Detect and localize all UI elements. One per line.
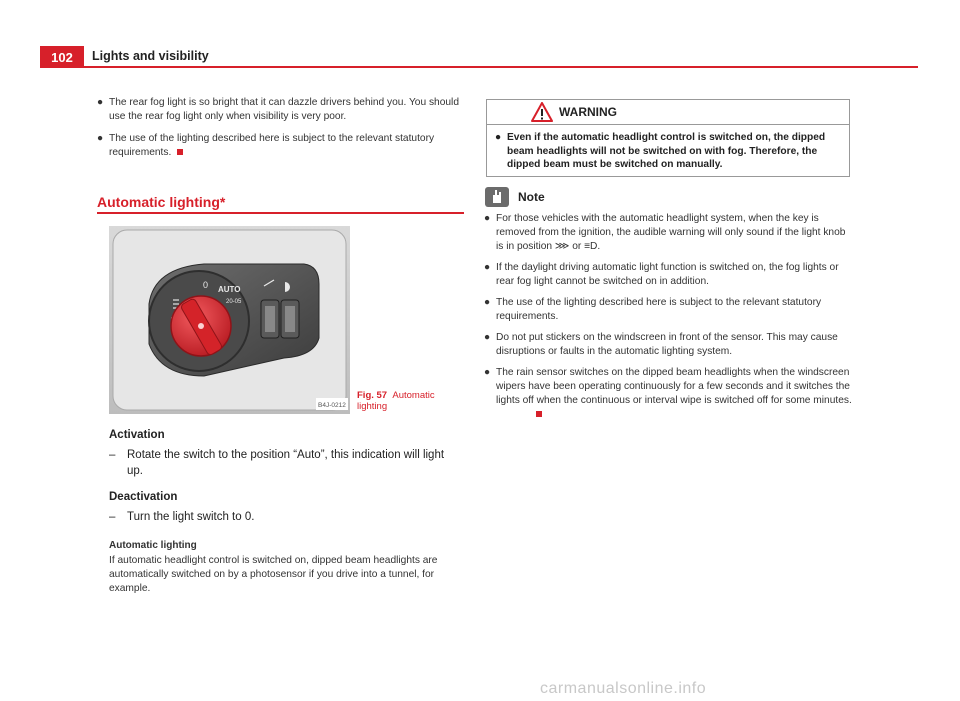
bullet-icon: ● bbox=[97, 97, 104, 108]
bullet-icon: ● bbox=[495, 132, 502, 143]
automatic-lighting-heading: Automatic lighting bbox=[109, 540, 197, 551]
deactivation-step bbox=[109, 509, 454, 525]
warning-body bbox=[487, 125, 849, 178]
note-bullet-text: For those vehicles with the automatic headlight system, when the key is removed from the ignition, the audible warning will only sound if the light knob is in position ⋙ or ≡D. bbox=[496, 213, 846, 252]
section-end-marker bbox=[536, 411, 542, 417]
intro-bullet-text: The rear fog light is so bright that it can dazzle drivers behind you. You should use the rear fog light only when visibility is very poor. bbox=[109, 97, 459, 122]
figure-caption bbox=[357, 390, 457, 412]
intro-bullet-text: The use of the lighting described here is subject to the relevant statutory requirements. bbox=[109, 133, 435, 158]
warning-text: Even if the automatic headlight control is switched on, the dipped beam headlights will not be switched on with fog. Therefore, the dipped beam must be switched on manually. bbox=[507, 132, 826, 170]
dial-label-auto: AUTO bbox=[218, 285, 241, 294]
note-bullet bbox=[484, 366, 852, 422]
bullet-icon: ● bbox=[484, 332, 491, 343]
activation-step bbox=[109, 447, 454, 479]
page-number: 102 bbox=[40, 46, 84, 68]
warning-triangle-icon bbox=[531, 102, 553, 122]
automatic-lighting-paragraph: If automatic headlight control is switched on, dipped beam headlights are automatically switched on by a photosensor if you drive into a tunnel, for example. bbox=[109, 555, 438, 594]
note-bullet bbox=[484, 296, 852, 324]
intro-bullet bbox=[97, 96, 462, 124]
dash-marker: – bbox=[109, 449, 116, 461]
section-rule bbox=[97, 212, 464, 214]
section-end-marker bbox=[177, 149, 183, 155]
figure-number: Fig. 57 bbox=[357, 390, 388, 401]
activation-step-text: Rotate the switch to the position “Auto”, this indication will light up. bbox=[127, 449, 445, 477]
note-bullet bbox=[484, 331, 852, 359]
note-bullet-text: The rain sensor switches on the dipped beam headlights when the windscreen wipers have been operating continuously for a few seconds and it switches the lights off when the continuous or interval wipe is switched off for some minutes. bbox=[496, 366, 852, 422]
activation-heading: Activation bbox=[109, 429, 165, 441]
header-rule bbox=[84, 66, 918, 68]
deactivation-step-text: Turn the light switch to 0. bbox=[127, 511, 255, 523]
deactivation-heading: Deactivation bbox=[109, 491, 178, 503]
note-bullet bbox=[484, 261, 852, 289]
bullet-icon: ● bbox=[484, 297, 491, 308]
dial-label-off: 0 bbox=[203, 280, 209, 290]
note-header bbox=[484, 186, 545, 208]
note-hand-icon bbox=[484, 186, 510, 208]
section-title: Automatic lighting* bbox=[97, 194, 226, 210]
bullet-icon: ● bbox=[484, 213, 491, 224]
note-bullet-text: If the daylight driving automatic light function is switched on, the fog lights or rear fog light cannot be switched on in addition. bbox=[496, 262, 839, 287]
light-switch-illustration bbox=[109, 226, 350, 414]
bullet-icon: ● bbox=[484, 367, 491, 378]
bullet-icon: ● bbox=[484, 262, 491, 273]
note-list bbox=[484, 212, 852, 429]
intro-bullets bbox=[97, 96, 462, 168]
note-label: Note bbox=[518, 190, 545, 204]
watermark: carmanualsonline.info bbox=[540, 680, 707, 697]
intro-bullet bbox=[97, 132, 462, 160]
note-bullet-text: Do not put stickers on the windscreen in front of the sensor. This may cause disruptions or faults in the automatic lighting system. bbox=[496, 332, 838, 357]
warning-header bbox=[487, 100, 849, 125]
photo-code: B4J-0212 bbox=[318, 402, 346, 409]
light-switch-photo bbox=[109, 226, 350, 414]
note-bullet bbox=[484, 212, 852, 254]
dash-marker: – bbox=[109, 511, 116, 523]
warning-box bbox=[486, 99, 850, 177]
warning-label: WARNING bbox=[559, 105, 617, 119]
figure-caption-text: Automatic lighting bbox=[357, 390, 435, 412]
page-header-title: Lights and visibility bbox=[92, 49, 209, 63]
note-bullet-text: The use of the lighting described here is subject to the relevant statutory requirements. bbox=[496, 297, 822, 322]
bullet-icon: ● bbox=[97, 133, 104, 144]
dial-label-time: 20-05 bbox=[226, 299, 242, 305]
